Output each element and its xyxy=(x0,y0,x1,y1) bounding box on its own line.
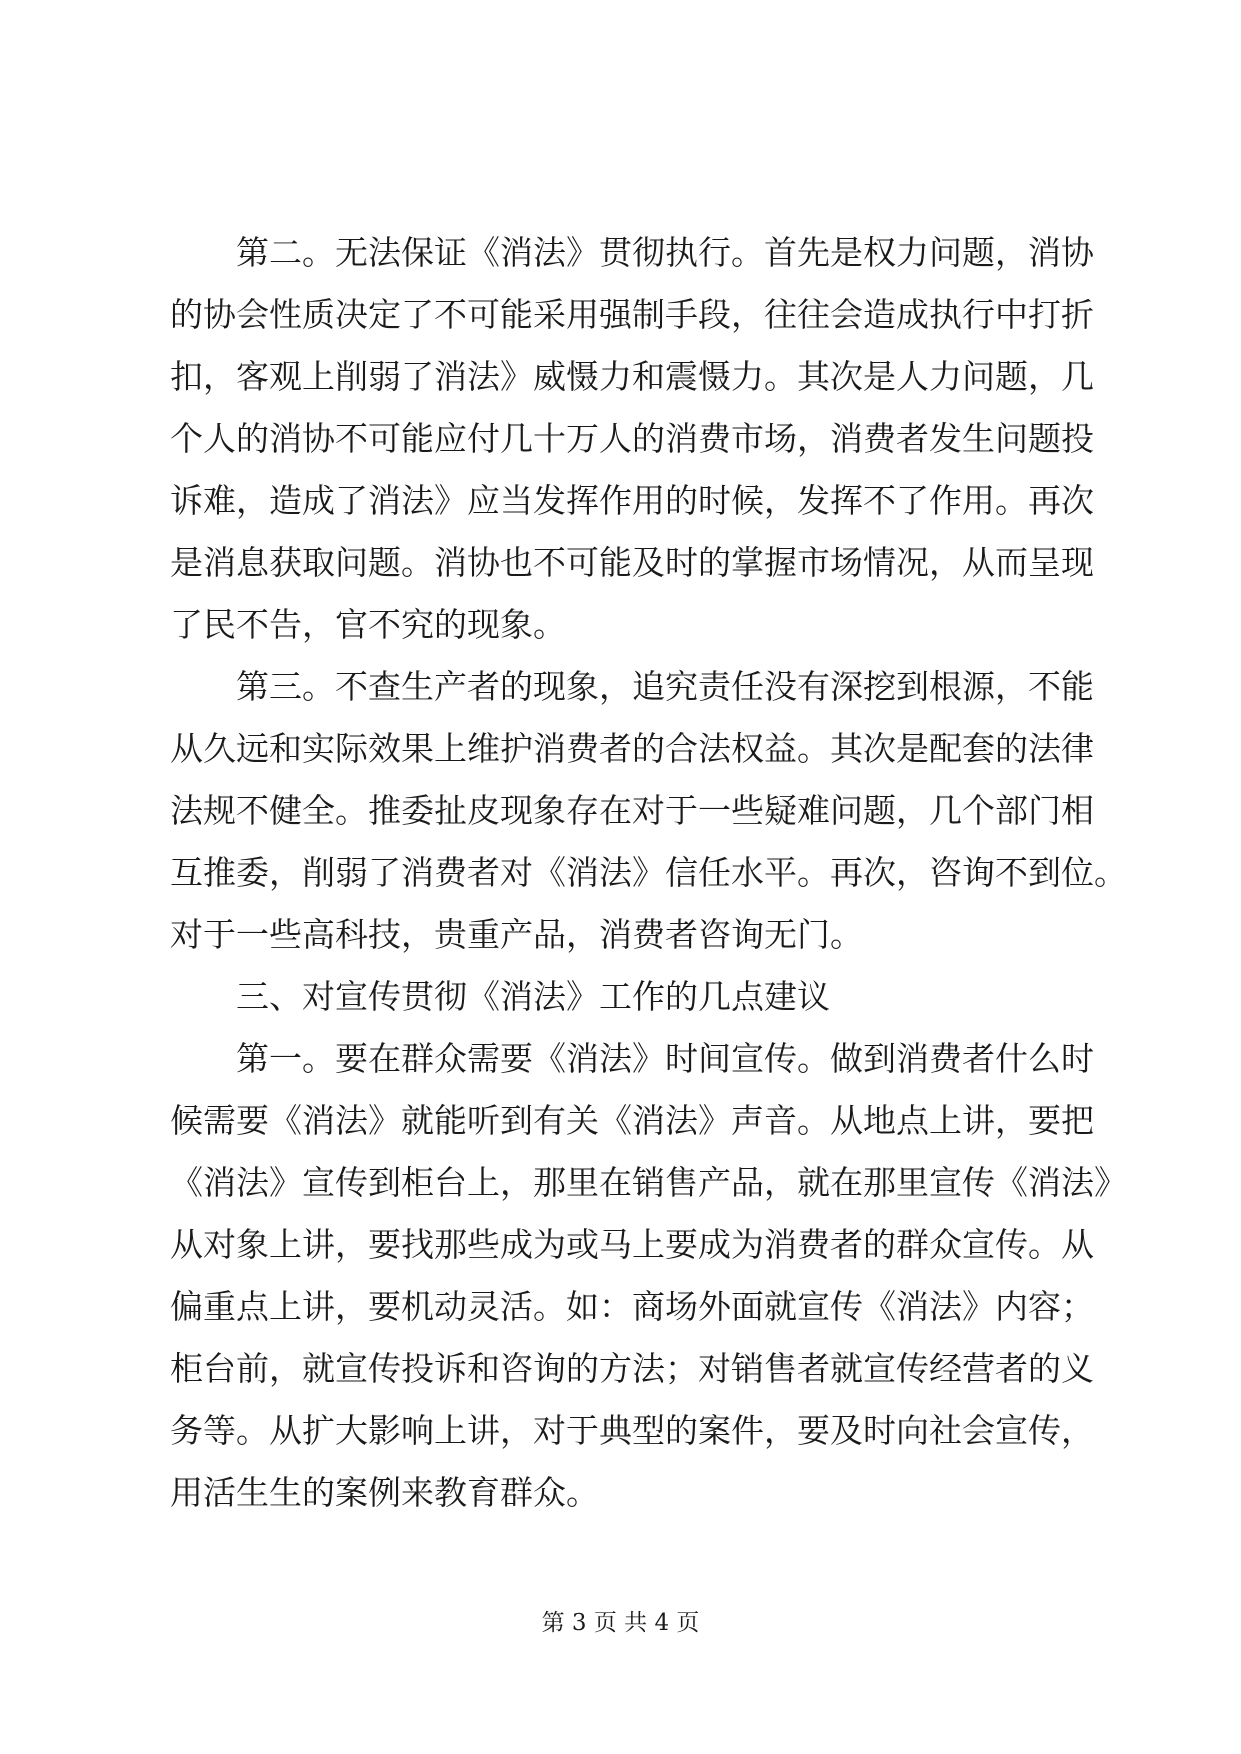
document-body xyxy=(170,222,1127,1524)
text-line: 偏重点上讲，要机动灵活。如：商场外面就宣传《消法》内容； xyxy=(170,1287,1094,1326)
text-line: 第二。无法保证《消法》贯彻执行。首先是权力问题，消协 xyxy=(236,233,1094,272)
text-line: 第一。要在群众需要《消法》时间宣传。做到消费者什么时 xyxy=(236,1039,1094,1078)
text-line: 《消法》宣传到柜台上，那里在销售产品，就在那里宣传《消法》 xyxy=(170,1163,1127,1202)
text-line: 第三。不查生产者的现象，追究责任没有深挖到根源，不能 xyxy=(236,667,1094,706)
text-line: 的协会性质决定了不可能采用强制手段，往往会造成执行中打折 xyxy=(170,295,1094,334)
text-line: 了民不告，官不究的现象。 xyxy=(170,605,566,644)
text-line: 扣，客观上削弱了消法》威慑力和震慑力。其次是人力问题，几 xyxy=(170,357,1094,396)
text-line: 是消息获取问题。消协也不可能及时的掌握市场情况，从而呈现 xyxy=(170,543,1094,582)
text-line: 务等。从扩大影响上讲，对于典型的案件，要及时向社会宣传， xyxy=(170,1411,1094,1450)
text-line: 互推委，削弱了消费者对《消法》信任水平。再次，咨询不到位。 xyxy=(170,853,1127,892)
text-line: 对于一些高科技，贵重产品，消费者咨询无门。 xyxy=(170,915,863,954)
text-line: 用活生生的案例来教育群众。 xyxy=(170,1473,599,1512)
page-footer xyxy=(0,1608,1241,1638)
text-line: 柜台前，就宣传投诉和咨询的方法；对销售者就宣传经营者的义 xyxy=(170,1349,1094,1388)
text-line: 个人的消协不可能应付几十万人的消费市场，消费者发生问题投 xyxy=(170,419,1094,458)
text-line: 从久远和实际效果上维护消费者的合法权益。其次是配套的法律 xyxy=(170,729,1094,768)
text-line: 法规不健全。推委扯皮现象存在对于一些疑难问题，几个部门相 xyxy=(170,791,1094,830)
text-line: 三、对宣传贯彻《消法》工作的几点建议 xyxy=(236,977,830,1016)
text-line: 诉难，造成了消法》应当发挥作用的时候，发挥不了作用。再次 xyxy=(170,481,1094,520)
text-line: 候需要《消法》就能听到有关《消法》声音。从地点上讲，要把 xyxy=(170,1101,1094,1140)
text-line: 从对象上讲，要找那些成为或马上要成为消费者的群众宣传。从 xyxy=(170,1225,1094,1264)
page-number-label: 第 3 页 共 4 页 xyxy=(541,1610,700,1636)
